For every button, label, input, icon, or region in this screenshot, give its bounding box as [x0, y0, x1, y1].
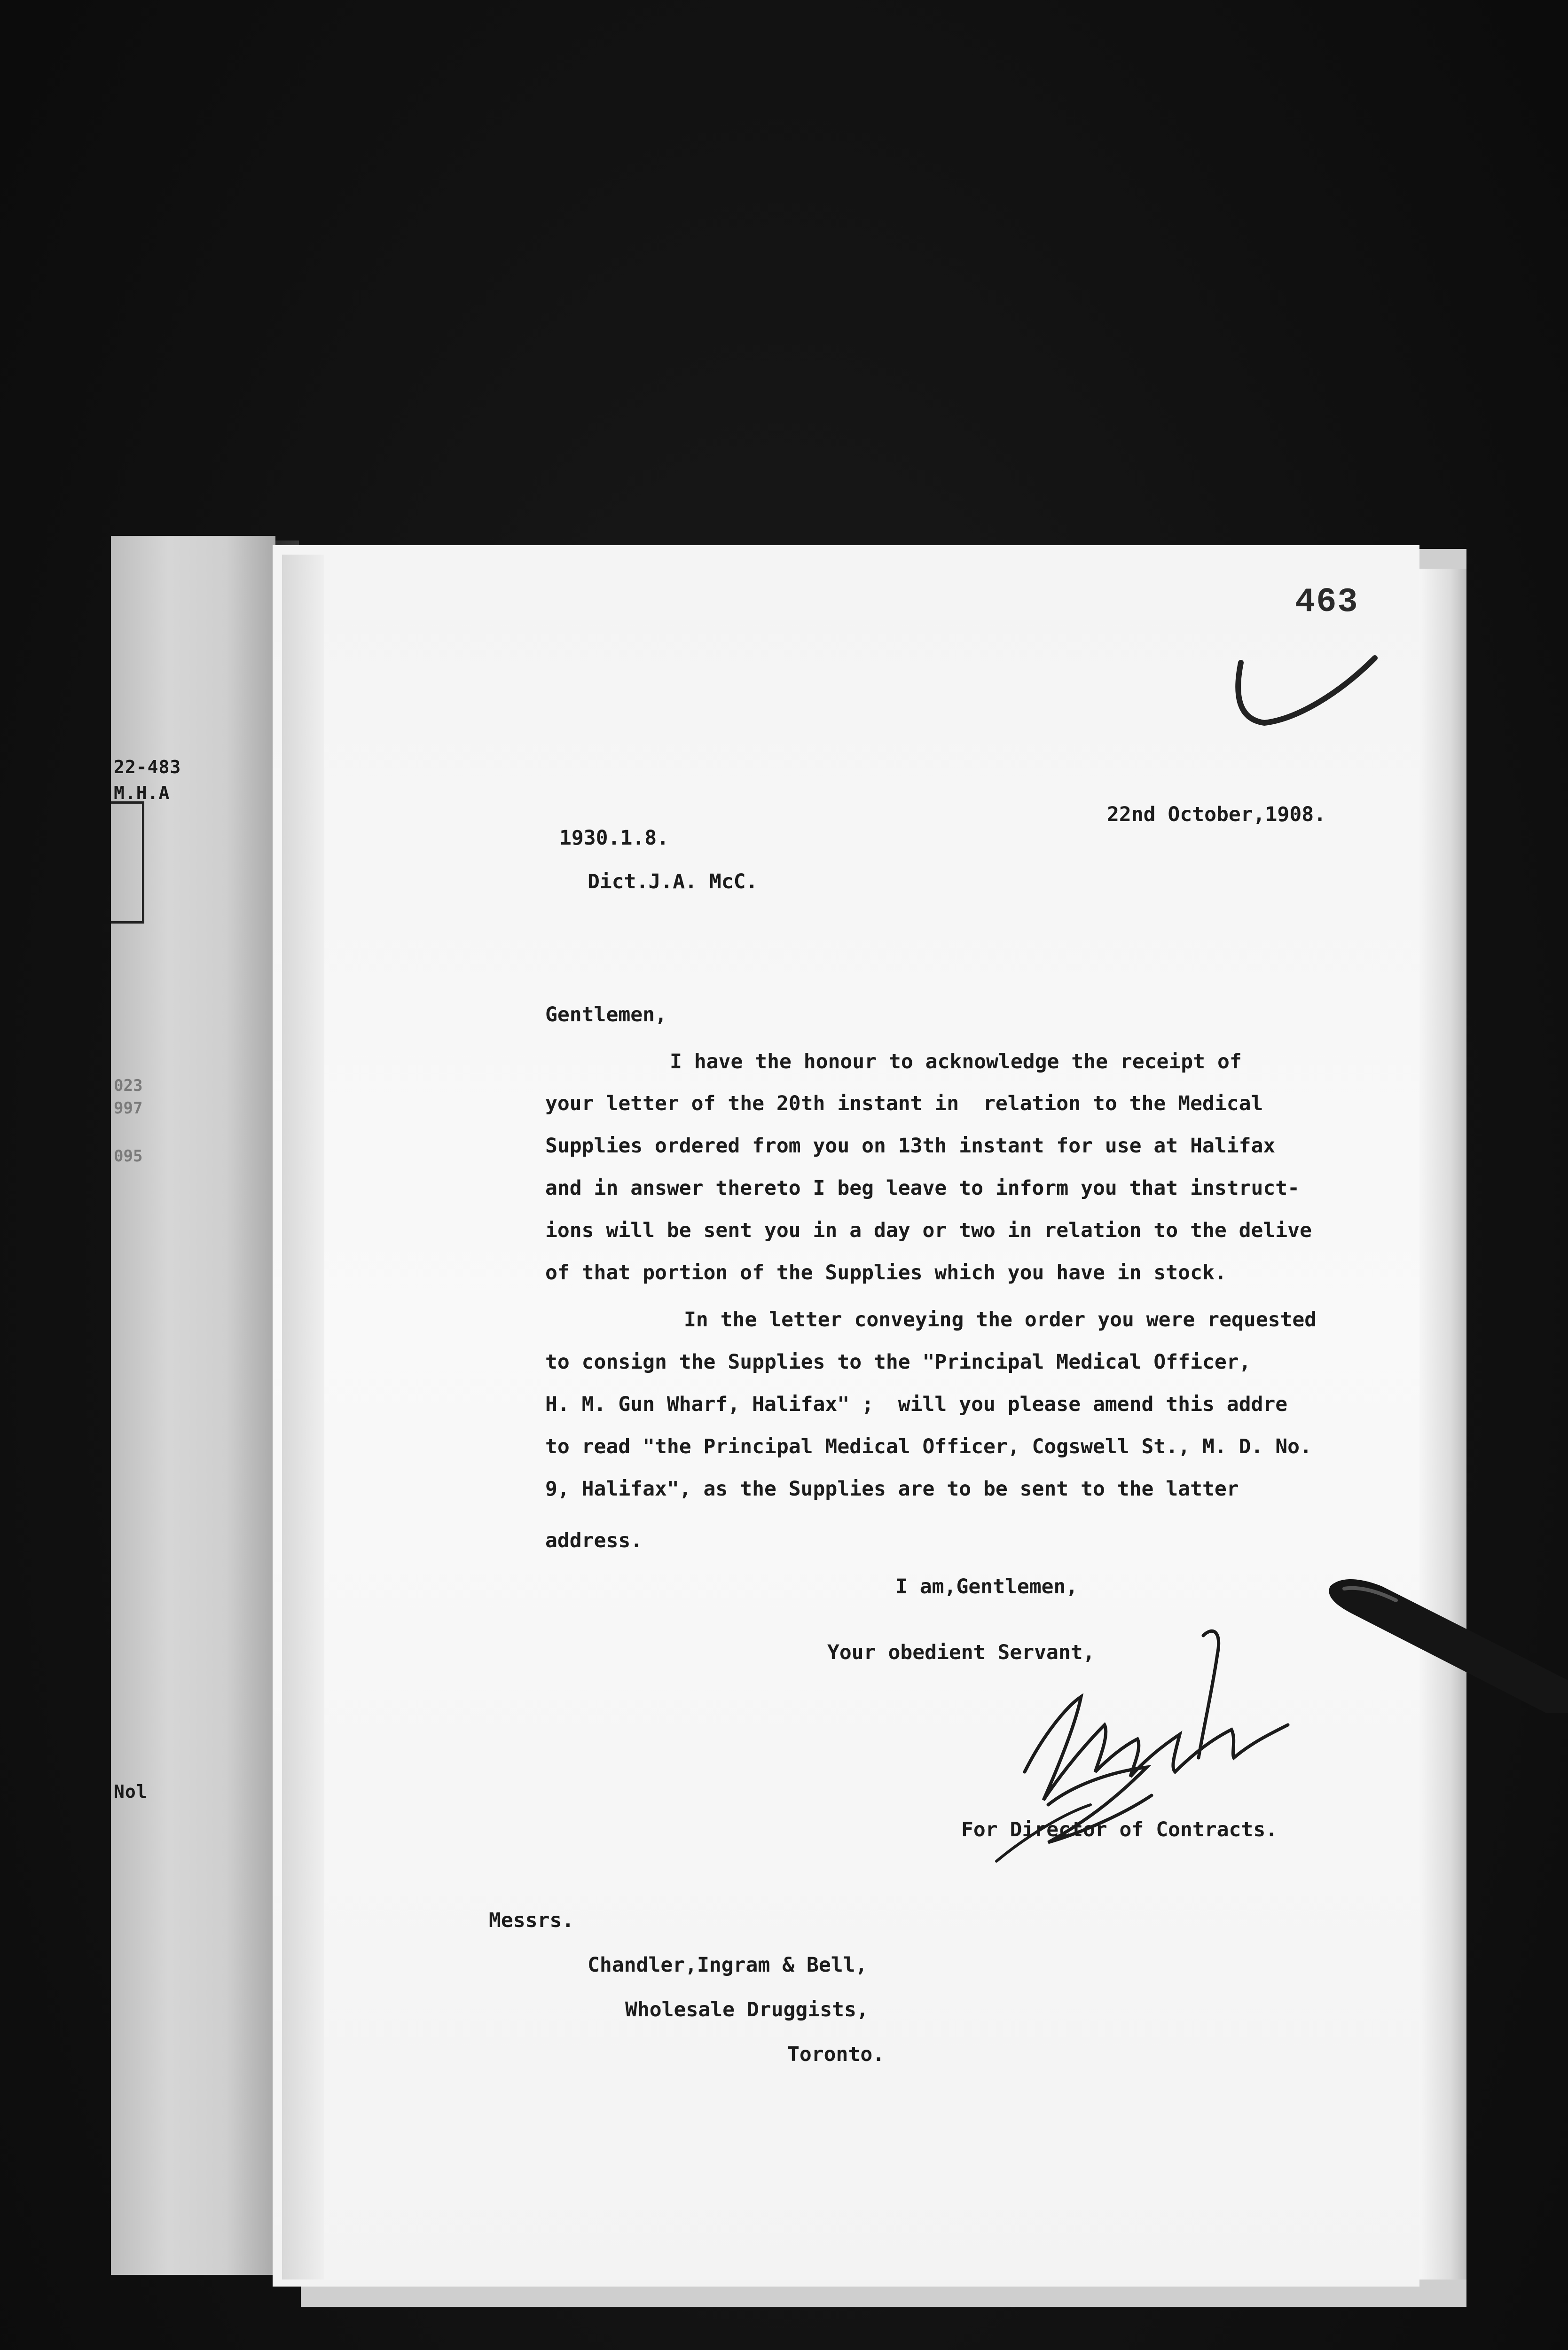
addressee-prefix: Messrs. — [489, 1909, 574, 1932]
strip-faint-text: 095 — [114, 1147, 143, 1166]
body-line: of that portion of the Supplies which you have in stock. — [545, 1261, 1227, 1285]
strip-bottom-label: Nol — [114, 1781, 148, 1802]
body-line: I have the honour to acknowledge the receipt of — [670, 1050, 1242, 1073]
body-line: In the letter conveying the order you were requested — [684, 1308, 1317, 1332]
adjacent-page-strip — [111, 536, 275, 2275]
body-line: to read "the Principal Medical Officer, Cogswell St., M. D. No. — [545, 1435, 1312, 1458]
body-line: Supplies ordered from you on 13th instant for use at Halifax — [545, 1134, 1276, 1158]
body-line: and in answer thereto I beg leave to inform you that instruct- — [545, 1176, 1300, 1200]
salutation: Gentlemen, — [545, 1003, 667, 1026]
letter-date: 22nd October,1908. — [1107, 803, 1326, 826]
strip-code: M.H.A — [114, 783, 170, 803]
dictation-line: Dict.J.A. McC. — [588, 870, 758, 893]
strip-faint-text: 023 — [114, 1076, 143, 1095]
body-line: to consign the Supplies to the "Principal Medical Officer, — [545, 1350, 1251, 1374]
closing-servant: Your obedient Servant, — [827, 1641, 1095, 1664]
strip-bracket — [111, 801, 144, 924]
closing-line: I am,Gentlemen, — [895, 1575, 1078, 1598]
page-number: 463 — [1295, 583, 1359, 621]
addressee-line: Chandler,Ingram & Bell, — [588, 1953, 868, 1977]
body-line: ions will be sent you in a day or two in relation to the delive — [545, 1219, 1312, 1242]
checkmark-icon — [1231, 649, 1382, 733]
body-line: H. M. Gun Wharf, Halifax" ; will you please amend this addre — [545, 1393, 1288, 1416]
addressee-line: Toronto. — [787, 2043, 885, 2066]
addressee-line: Wholesale Druggists, — [625, 1998, 869, 2021]
pen-image — [1325, 1572, 1568, 1713]
body-line: address. — [545, 1529, 643, 1552]
body-line: your letter of the 20th instant in relation to the Medical — [545, 1092, 1263, 1115]
body-line: 9, Halifax", as the Supplies are to be sent to the latter — [545, 1477, 1239, 1501]
strip-faint-text: 997 — [114, 1099, 143, 1118]
signature-title: For Director of Contracts. — [961, 1818, 1278, 1841]
strip-reference: 22-483 — [114, 757, 181, 777]
file-reference: 1930.1.8. — [559, 826, 669, 850]
page-gutter-shadow — [282, 555, 324, 2280]
